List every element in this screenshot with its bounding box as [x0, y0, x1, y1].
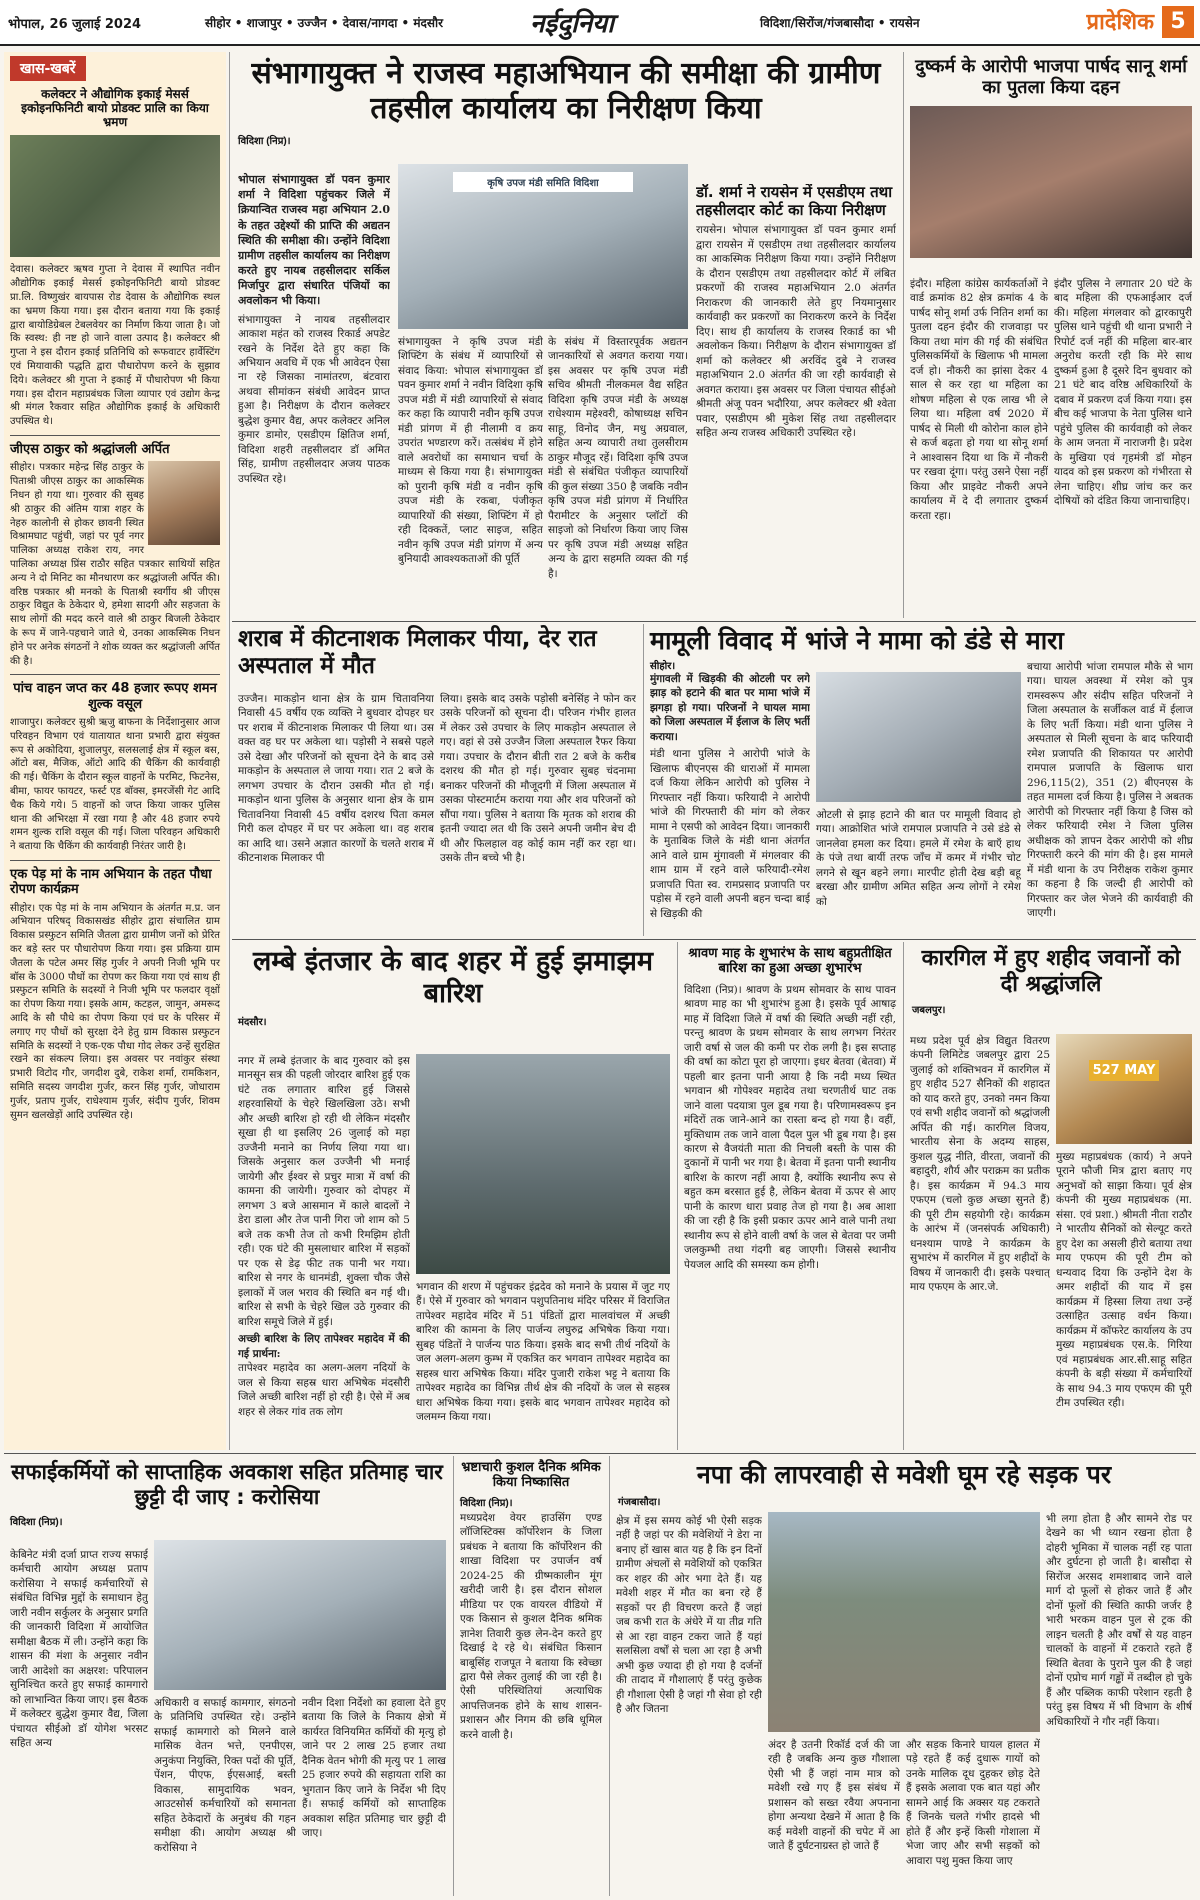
story-body: इंदौर पुलिस ने लगातार 20 घंटे के बाद महिला की एफआईआर दर्ज की। महिला मंगलवार को द्वारकापुरी पुलिस थाने पहुंची थी थाना प्रभारी ने रिपोर्ट दर्ज नहीं की महिला बार-बार अनुरोध करती रही कि मेरे साथ दुष्कर्म हुआ है दूसरे दिन बुधवार को 21 घंटे बाद वरिष्ठ अधिकारियों के दबाव में प्रकरण दर्ज किया गया। इस बीच कई भाजपा के नेता पुलिस थाने पहुंचे पुलिस की कार्यवाही को लेकर के आम जनता में नाराजगी है। प्रदेश के मुखिया एवं गृहमंत्री डॉ मोहन यादव को इस प्रकरण को गंभीरता से लेना चाहिए। शीघ्र जांच कर कर दोषियों को दंडित किया जानाचाहिए।: [1054, 278, 1192, 508]
sidebar-khas-khabren: [4, 52, 226, 1450]
story-body: मध्यप्रदेश वेयर हाउसिंग एण्ड लॉजिस्टिक्स कॉर्पोरेशन के जिला प्रबंधक ने बताया कि कॉर्पोरेशन की शाखा विदिशा पर उपार्जन वर्ष 2024-25 की ग्रीष्मकालीन मूंग खरीदी जारी है। इस दौरान सोशल मीडिया पर एक वायरल वीडियो में एक किसान से कुशल दैनिक श्रमिक ज्ञानेश तिवारी कुछ लेन-देन करते हुए दिखाई दे रहे थे। संबंधित किसान बाबूसिंह राजपूत ने बताया कि स्वेच्छा द्वारा पैसे लेकर तुलाई की जा रही है। ऐसी परिस्थितियां अत्याधिक आपत्तिजनक होने के साथ शासन-प्रशासन और निगम की छबि धूमिल करने वाली है।: [460, 1511, 602, 1741]
story-dateline: जबलपुर।: [912, 1004, 946, 1016]
shramik-story: [456, 1456, 606, 1896]
story-dateline: विदिशा (निप्र)।: [238, 135, 291, 147]
story-headline: कारगिल में हुए शहीद जवानों को दी श्रद्धांजलि: [921, 946, 1181, 997]
story-headline: जीएस ठाकुर को श्रद्धांजली अर्पित: [10, 442, 170, 458]
story-body: मध्य प्रदेश पूर्व क्षेत्र विद्युत वितरण कंपनी लिमिटेड जबलपुर द्वारा 25 जुलाई को शक्तिभवन में कारगिल में हुए शहीद 527 सैनिकों की शहादत को याद करते हुए, उनको नमन किया एवं सभी शहीद जवानों को श्रद्धांजली अर्पित की गई। कारगिल विजय, भारतीय सेना के अदम्य साहस, कुशल युद्ध नीति, वीरता, जवानों की बहादुरी, शौर्य और पराक्रम का प्रतीक है। इस कार्यक्रम में 94.3 माय एफएम (चलो कुछ अच्छा सुनते हैं) की पूरी टीम सहयोगी रहे। कार्यक्रम के आरंभ में (जनसंपर्क अधिकारी) धनश्याम पाण्डे ने कार्यक्रम के सुभारंभ में कारगिल में हुए शहीदों के विषय में जानकारी दी। इसके पश्चात् माय एफएम के आर.जे.: [910, 1035, 1050, 1294]
sidebar-tag: खास-खबरें: [10, 56, 86, 81]
story-body: अंदर है उतनी रिकॉर्ड दर्ज की जा रही है जबकि अन्य कुछ गौशाला ऐसी भी हैं जहां नाम मात्र को मवेशी रखे गए हैं इस संबंध में प्रशासन को सख्त रवैया अपनाना होगा अन्यथा देखने में आता है कि कई मवेशी वाहनों की चपेट में आ जाते हैं दुर्घटनाग्रस्त हो जाते हैं: [768, 1739, 900, 1853]
row-divider: [232, 939, 1196, 940]
story-intro: भोपाल संभागायुक्त डॉ पवन कुमार शर्मा ने विदिशा पहुंचकर जिले में क्रियान्वित राजस्व महा अभियान 2.0 के तहत उद्देश्यों की प्राप्ति की अद्यतन स्थिति की समीक्षा की। उन्होंने विदिशा ग्रामीण तहसील कार्यालय का निरीक्षण करते हुए नायब तहसीलदार सर्किल मिर्जापुर द्वारा संधारित पंजियों का अवलोकन भी किया।: [238, 173, 390, 308]
shravan-story: [680, 942, 900, 1450]
story-body: विदिशा (निप्र)। श्रावण के प्रथम सोमवार के साथ पावन श्रावण माह का भी शुभारंभ हुआ है। इसके पूर्व आषाढ़ माह में विदिशा जिले में वर्षा की स्थिति अच्छी नहीं रही, परन्तु श्रावण के प्रथम सोमवार के साथ लगभग निरंतर जारी वर्षा से जल की कमी पर रोक लगी है। इस सप्ताह की वर्षा का कोटा पूरा हो जाएगा। इधर बेतवा (बेतवा) में पहली बार इतना पानी आया है कि नदी मध्य स्थित भगवान श्री गोपेश्वर महादेव तथा चरणतीर्थ घाट तक जाने वाला पदयात्रा पुल डूब गया है। परिणामस्वरूप इन मंदिरों तक जाने-आने का रास्ता बन्द हो गया है। वहीं, मुक्तिधाम तक जाने वाला पैदल पुल भी डूब गया है। इस कारण से वैजयंती माता की निचली बस्ती के पास की दुकानों में पानी भर गया है। बेतवा में इतना पानी स्थानीय बारिश के कारण नहीं आया है, क्योंकि स्थानीय रूप से बहुत कम बरसात हुई है, लेकिन बेतवा में ऊपर से आए पानी के कारण धारा प्रवाह तेज हो गया है। अब आशा की जा रही है कि इसी प्रकार ऊपर आने वाले पानी तथा स्थानीय रूप से होने वाली वर्षा के जल से बेतवा पर जमी जलकुम्भी तथा गंदगी बह जाएगी। जिससे स्थानीय पेयजल आदि की समस्या कम होगी।: [684, 983, 896, 1271]
story-headline: लम्बे इंतजार के बाद शहर में हुई झमाझम बारिश: [252, 946, 654, 1009]
story-body: संभागायुक्त ने नायब तहसीलदार आकाश महंत को राजस्व रिकार्ड अपडेट रखने के निर्देश देते हुए कहा कि अभियान अवधि में एक भी आवेदन ऐसा ना रहे जिसका नामांतरण, बंटवारा अथवा सीमांकन संबंधी आवेदन प्राप्त हुआ है। निरीक्षण के दौरान कलेक्टर बुद्धेश कुमार वैद्य, अपर कलेक्टर अनिल कुमार डामोर, एसडीएम क्षितिज शर्मा, विदिशा शहरी तहसीलदार डॉ अमित सिंह, ग्रामीण तहसीलदार अजय पाठक उपस्थित रहे।: [238, 313, 390, 485]
page-number: 5: [1162, 6, 1194, 38]
story-headline: पांच वाहन जप्त कर 48 हजार रूपए शमन शुल्क वसूल: [13, 681, 217, 712]
story-body: बचाया आरोपी भांजा रामपाल मौके से भाग गया। घायल अवस्था में रमेश को पुत्र रामस्वरूप और संदीप सहित परिजनों ने जिला अस्पताल के सर्जीकल वार्ड में ईलाज के लिए भर्ती किया। मंडी थाना पुलिस ने अस्पताल से मिली सूचना के बाद फरियादी रमेश प्रजापति की शिकायत पर आरोपी रामपाल प्रजापति के खिलाफ धारा 296,115(2), 351 (2) बीएनएस के तहत मामला दर्ज किया है। पुलिस ने अबतक आरोपी को गिरफ्तार नहीं किया है जिस को लेकर फरियादी रमेश ने जिला पुलिस अधीक्षक को ज्ञापन देकर आरोपी को शीघ्र गिरफ्तारी करने की मांग की है। इस मामले में मंडी थाना के उप निरीक्षक राकेश कुमार का कहना है कि जल्दी ही आरोपी को गिरफ्तार कर जेल भेजने की कार्यवाही की जाएगी।: [1027, 661, 1193, 920]
cattle-story: [612, 1456, 1196, 1896]
page-header: [0, 0, 1200, 46]
story-intro: मुंगावली में खिड़की की ओटली पर लगे झाड़ को हटाने की बात पर मामा भांजे में झगड़ा हो गया। परिजनों ने घायल मामा को जिला अस्पताल में ईलाज के लिए भर्ती कराया।: [650, 673, 810, 743]
effigy-story: [906, 52, 1196, 618]
story-dateline: सीहोर।: [650, 660, 676, 672]
story-body: शाजापुर। कलेक्टर सुश्री ऋजु बाफना के निर्देशानुसार आज परिवहन विभाग एवं यातायात थाना प्रभारी द्वारा संयुक्त रूप से अकोदिया, शुजालपुर, सलसलाई क्षेत्र में स्कूल बस, ऑटो बस, मैजिक, ऑटो आदि की चैकिंग की कार्यवाही की गई। चैकिंग के दौरान स्कूल वाहनों के परमिट, फिटनेस, बीमा, फायर फायटर, फर्स्ट एड बॉक्स, इमरजेंसी गेट आदि चैक किये गये। 5 वाहनों को जप्त किया जाकर पुलिस थाना की अभिरक्षा में रखा गया है और 48 हजार रुपये शमन शुल्क राशि वसूल की गई। जिला परिवहन अधिकारी ने बताया कि चैकिंग की कार्यवाही निरंतर जारी है।: [10, 716, 220, 853]
column-divider: [609, 1456, 610, 1896]
newspaper-logo: नईदुनिया: [530, 9, 614, 39]
photo-sign: कृषि उपज मंडी समिति विदिशा: [453, 172, 633, 192]
photo-text: 527 MAY: [1089, 1060, 1159, 1081]
story-headline: कलेक्टर ने औद्योगिक इकाई मेसर्स इकोइनफिनिटी बायो प्रोडक्ट प्रालि का किया भ्रमण: [21, 87, 209, 130]
column-divider: [453, 1456, 454, 1896]
sub-story-headline: डॉ. शर्मा ने रायसेन में एसडीएम तथा तहसीलदार कोर्ट का किया निरीक्षण: [696, 184, 893, 219]
edition-cities-left: सीहोर • शाजापुर • उज्जैन • देवास/नागदा • मंदसौर: [205, 16, 444, 30]
section-title: प्रादेशिक: [1086, 10, 1154, 35]
story-headline: दुष्कर्म के आरोपी भाजपा पार्षद सानू शर्मा का पुतला किया दहन: [915, 56, 1187, 99]
story-headline: मामूली विवाद में भांजे ने मामा को डंडे से मारा: [650, 626, 1064, 655]
story-body: सीहोर। एक पेड़ मां के नाम अभियान के अंतर्गत म.प्र. जन अभियान परिषद् विकासखंड सीहोर द्वारा संचालित ग्राम विकास प्रस्फुटन समिति जैतला द्वारा ग्रामीण जनों को प्रेरित कर बड़े स्तर पर पौधारोपण किया गया। इस प्रक्रिया ग्राम जैतला के पटेल अमर सिंह गुर्जर ने अपनी निजी भूमि पर बॉस के 3000 पौधों का रोपण कर किया गया एवं साथ ही प्रस्फुटन समिति के सदस्यों ने निजी भूमि पर फलदार वृक्षों का रोपण किया गया। इसके आम, कटहल, जामुन, अमरूद आदि के सौ पौधे का रोपण किया एवं घर के परिसर में लगाए गए पौधों को सुरक्षा देने हेतु ग्राम विकास प्रस्फुटन समिति के सदस्यों ने एक-एक पौधा गोद लेकर उन्हें सुरक्षित रखने का संकल्प लिया। इस अवसर पर नवांकुर संस्था प्रभारी विटोद गौर, जगदीश दुबे, राकेश शर्मा, रामकिशन, समिति सदस्य जगदीश गुर्जर, करन सिंह गुर्जर, जोधाराम गुर्जर, प्रताप गुर्जर, राधेश्याम गुर्जर, संदीप गुर्जर, शिवम सुमन खलखेड़ों आदि उपस्थित रहे।: [10, 902, 220, 1121]
story-headline: शराब में कीटनाशक मिलाकर पीया, देर रात अस्पताल में मौत: [238, 626, 597, 680]
story-body: इंदौर। महिला कांग्रेस कार्यकर्ताओं ने वार्ड क्रमांक 82 क्षेत्र क्रमांक 4 के पार्षद सोनू शर्मा उर्फ नितिन शर्मा का पुतला दहन इंदौर की राजवाड़ा पर किया तथा मांग की गई की संबंधित पुलिसकर्मियों के खिलाफ भी मामला दर्ज हो। नौकरी का झांसा देकर 4 साल से कर रहा था महिला का शोषण महिला से एक लाख भी ले लिया था। महिला वर्ष 2020 में पार्षद से मिली थी कोरोना काल होने से कर्ज बढ़ता हो गया था सोनू शर्मा ने आश्वासन दिया था कि में नौकरी पर रखवा दूंगा। परंतु उसने ऐसा नहीं किया और प्राइवेट नौकरी अपने कार्यालय में दे दी लगातार दुष्कर्म करता रहा।: [910, 278, 1048, 522]
safai-story: [4, 1456, 450, 1896]
sub-story-body: तापेश्वर महादेव का अलग-अलग नदियों के जल से किया सहस्र धारा अभिषेक मंदसौरी जिले अच्छी बारिश नहीं हो रही है। ऐसे में अब शहर से लेकर गांव तक लोग: [238, 1362, 410, 1418]
rain-story: [232, 942, 674, 1450]
story-body: ओटली से झाड़ हटाने की बात पर मामूली विवाद हो गया। आक्रोशित भांजे रामपाल प्रजापति ने उसे डंडे से जानलेवा हमला कर दिया। हमले में रमेश के बाएँ हाथ के पंजे तथा बायीं तरफ जाँच में कमर में गंभीर चोट लगने से खून बहने लगा। मारपीट होती देख बड़ी बहू बरखा और ग्रामीण अमित सहित अन्य लोगों ने रमेश को: [816, 809, 1021, 908]
column-divider: [677, 942, 678, 1450]
story-body: मुख्य महाप्रबंधक (कार्य) ने अपने पूराने फौजी मित्र द्वारा बताए गए अनुभवों को साझा किया। पूर्व क्षेत्र कंपनी की मुख्य महाप्रबंधक (मा. संसा. एवं प्रशा.) श्रीमती नीता राठौर ने भारतीय सैनिकों को सेल्यूट करते हुए देश का असली हीरो बताया तथा माय एफएम की पूरी टीम को धन्यवाद दिया कि उन्होंने देश के अमर शहीदों की याद में इस कार्यक्रम में हिस्सा लिया तथा उन्हें उत्साहित उत्साह वर्धन किया। कार्यक्रम में कॉफरेट कार्यालय के उप मुख्य महाप्रबंधक एस.के. गिरिया एवं महाप्रबंधक आर.सी.साहू सहित कंपनी के बड़ी संख्या में कर्मचारियों के साथ 94.3 माय एफएम की पूरी टीम उपस्थित रही।: [1056, 1151, 1192, 1410]
story-body: और सड़क किनारे घायल हालत में पड़े रहते हैं कई दुधारू गायों को उनके मालिक दूध दुहकर छोड़ देते हैं इसके अलावा एक बात यहां और सामने आई कि अक्सर यह टकराते हैं जिनके चलते गंभीर हादसे भी होते हैं और इन्हें किसी गोशाला में भेजा जाए और सभी सड़कों को आवारा पशु मुक्त किया जाए: [906, 1739, 1040, 1867]
patient-photo: [816, 672, 1021, 802]
story-body: मंडी थाना पुलिस ने आरोपी भांजे के खिलाफ बीएनएस की धाराओं में मामला दर्ज किया लेकिन आरोपी को पुलिस ने गिरफ्तार नहीं किया। फरियादी ने आरोपी भांजे की गिरफ्तारी की मांग को लेकर मामा ने एसपी को आवेदन दिया। जानकारी के मुताबिक जिले के मंडी थाना अंतर्गत आने वाले ग्राम मुंगावली में मंगलवार की शाम ग्राम में रहने वाले फरियादी-रमेश प्रजापति पिता स्व. रामप्रसाद प्रजापति पर पड़ोस में रहने वाली अपनी बहन चन्दा बाई से खिड़की की: [650, 748, 810, 920]
officials-photo: [154, 1540, 446, 1690]
story-body: केबिनेट मंत्री दर्जा प्राप्त राज्य सफाई कर्मचारी आयोग अध्यक्ष प्रताप करोसिया ने सफाई कर्मचारियों से संबंधित विभिन्न मुद्दों के समाधान हेतु जारी नवीन सर्कुलर के अनुसार प्रगति की जानकारी विदिशा में आयोजित समीक्षा बैठक में ली। उन्होंने कहा कि शासन की मंशा के अनुसार नवीन जारी आदेशो का अक्षरश: परिपालन सुनिश्चित करते हुए सफाई कामगारो को लाभान्वित किया जाए। इस बैठक में कलेक्टर बुद्धेश कुमार वैद्य, जिला पंचायत सीईओ डॉ योगेश भरसट सहित अन्य: [10, 1549, 148, 1750]
edition-cities-right: विदिशा/सिरोंज/गंजबासौदा • रायसेन: [760, 16, 920, 30]
lead-story: [232, 52, 900, 618]
column-divider: [903, 52, 904, 618]
story-body: उज्जैन। माकड़ोन थाना क्षेत्र के ग्राम चितावनिया निवासी 45 वर्षीय एक व्यक्ति ने बुधवार दोपहर घर पर शराब में कीटनाशक मिलाकर पी लिया था। उस वक्त वह घर पर अकेला था। पड़ोसी ने सबसे पहले उसे देखा और परिजनों को सूचना देने के बाद उसे माकड़ोन के अस्पताल ले जाया गया। रात 2 बजे के लगभग उपचार के दौरान उसकी मौत हो गई। माकड़ोन थाना पुलिस के अनुसार थाना क्षेत्र के ग्राम चितावनिया निवासी 45 वर्षीय दशरथ पिता कमल गिरी कल दोपहर में घर पर अकेला था। वह शराब का आदि था। उसने अज्ञात कारणों के चलते शराब में कीटनाशक मिलाकर पी: [238, 693, 434, 865]
uncle-story: [646, 624, 1196, 936]
column-divider: [643, 624, 644, 936]
story-headline: संभागायुक्त ने राजस्व महाअभियान की समीक्षा की ग्रामीण तहसील कार्यालय का निरीक्षण किया: [251, 56, 881, 127]
story-headline: श्रावण माह के शुभारंभ के साथ बहुप्रतीक्षित बारिश का हुआ अच्छा शुभारंभ: [688, 946, 892, 977]
story-body: क्षेत्र में इस समय कोई भी ऐसी सड़क नहीं है जहां पर की मवेशियों ने डेरा ना बनाए हों खास बात यह है कि इन दिनों ग्रामीण अंचलों से मवेशियों को एकत्रित कर शहर की ओर भगा देते हैं। यह मवेशी शहर में मौत का बना रहे हैं सड़कों पर ही विचरण करते हैं जहां जब कभी रात के अंधेरे में या तीव्र गति से आ रहा वाहन टकरा जाते हैं यहां सलसिला वर्षों से चला आ रहा है अभी अभी कुछ ज्यादा ही हो गया है दर्जनों की तादाद में गौशालाएं हैं परंतु कुछेक ही गौशाला ऐसी है जहां गौ सेवा हो रही है और जितना: [616, 1515, 762, 1716]
story-body: नगर में लम्बे इंतजार के बाद गुरुवार को इस मानसून सत्र की पहली जोरदार बारिश हुई एक घंटे तक लगातार बारिश हुई जिससे शहरवासियों के चेहरे खिलखिला उठे। सभी और अच्छी बारिश हो रही थी लेकिन मंदसौर सूखा ही था इसलिए 26 जुलाई को महा उज्जैनी मनाने का निर्णय लिया गया था। जिसके अनुसार कल उज्जैनी भी मनाई जायेगी और ईश्वर से प्रचुर मात्रा में वर्षा की कामना की जायेगी। गुरुवार को दोपहर में लगभग 3 बजे आसमान में काले बादलों ने डेरा डाला और तेज पानी गिरा जो शाम को 5 बजे तक कभी तेज तो कभी रिमझिम होती रही। एक घंटे की मुसलाधार बारिश में सड़कों पर एक से डेढ़ फीट तक पानी भर गया। बारिश से नगर के धानमंडी, शुक्ला चौक जैसे इलाकों में जल भराव की स्थिति बन गई थी। बारिश से सभी के चेहरे खिल उठे गुरुवार की बारिश समूचे जिले में हुई।: [238, 1055, 410, 1328]
meeting-photo: [398, 164, 688, 329]
story-dateline: विदिशा (निप्र)।: [10, 1516, 63, 1528]
column-divider: [229, 52, 230, 1450]
cattle-on-road-photo: [768, 1512, 1040, 1732]
story-headline: सफाईकर्मियों को साप्ताहिक अवकाश सहित प्रतिमाह चार छुट्टी दी जाए : करोसिया: [11, 1460, 443, 1509]
row-divider: [232, 621, 1196, 622]
story-body: के संबंध में विस्तारपूर्वक अद्यतन जानकारियों से अवगत कराया गया। इस अवसर पर कृषि उपज मंडी सचिव श्रीमती नीलकमल वैद्य सहित विदिशा कृषि उपज मंडी के अध्यक्ष राधेश्याम महेश्वरी, कोषाध्यक्ष सचिन साहू, विनोद जैन, मधु अग्रवाल, सहित अन्य व्यापारी तथा तुलसीराम ठाकुर मौजूद रहें। विदिशा कृषि उपज मंडी से संबंधित पंजीकृत व्यापारियों की कुल संख्या 350 है जबकि नवीन कृषि उपज मंडी प्रांगण में निर्धारित पैरामीटर के अनुसार प्लॉटों की साइजो को निर्धारण किया जाए जिस पर कृषि उपज मंडी अध्यक्ष सहित अन्य के द्वारा सहमति व्यक्त की गई है।: [548, 336, 688, 580]
pesticide-story: [232, 624, 640, 936]
story-headline: एक पेड़ मां के नाम अभियान के तहत पौधा रोपण कार्यक्रम: [10, 866, 212, 898]
tree-planting-photo: [10, 135, 220, 257]
story-body: संभागायुक्त ने कृषि उपज मंडी शिफ्टिंग के संबंध में व्यापारियों से संवाद किया: भोपाल संभागायुक्त डॉ पवन कुमार शर्मा ने नवीन विदिशा कृषि उपज मंडी में मंडी व्यापारियों से संवाद कर कहा कि व्यापारी नवीन कृषि उपज मंडी प्रांगण में ही नीलामी व क्रय उपरांत भण्डारण करें। तत्संबंध में होने वाले अवरोधों का समाधान चर्चा के माध्यम से किया गया है। संभागायुक्त को पुरानी कृषि मंडी व नवीन कृषि उपज मंडी के रकबा, पंजीकृत व्यापारियों की संख्या, शिफ्टिंग में हो रही दिक्कतें, प्लाट साइज, सहित नवीन कृषि उपज मंडी प्रांगण में अन्य बुनियादी आवश्यकताओं की पूर्ति: [398, 336, 543, 566]
story-body: अधिकारी व सफाई कामगार, संगठनो के प्रतिनिधि उपस्थित रहे। उन्होंने सफाई कामगारो को मिलने वाले मासिक वेतन भत्ते, एनपीएस, अनुकंपा नियुक्ति, रिक्त पदों की पूर्ति, पेंशन, पीएफ, ईएसआई, बस्ती विकास, सामुदायिक भवन, आउटसोर्स कर्मचारियों को समानता सहित ठेकेदारों के अनुबंध की गहन समीक्षा की। आयोग अध्यक्ष श्री करोसिया ने: [154, 1697, 296, 1854]
sub-story-body: रायसेन। भोपाल संभागायुक्त डॉ पवन कुमार शर्मा द्वारा रायसेन में एसडीएम तथा तहसीलदार कार्यालय का आकस्मिक निरीक्षण किया गया। उन्होंने निरीक्षण के दौरान एसडीएम तथा तहसीलदार कोर्ट में लंबित प्रकरणों की राजस्व महाअभियान 2.0 अंतर्गत निराकरण की जानकारी लेते हुए नियमानुसार कार्यवाही कर प्रकरणों का निराकरण करने के निर्देश दिए। साथ ही कार्यालय के राजस्व रिकार्ड का भी अवलोकन किया। निरीक्षण के दौरान संभागायुक्त डॉ शर्मा को कलेक्टर श्री अरविंद दुबे ने राजस्व महाअभियान 2.0 अंतर्गत की जा रही कार्यवाही से अवगत कराया। इस अवसर पर जिला पंचायत सीईओ श्रीमती अंजू पवन भदौरिया, अपर कलेक्टर श्री श्वेता पवार, एसडीएम श्री मुकेश सिंह तथा तहसीलदार सहित अन्य राजस्व अधिकारी उपस्थित रहे।: [696, 224, 896, 440]
story-body: सीहोर। पत्रकार महेन्द्र सिंह ठाकुर के पिताश्री जीएस ठाकुर का आकस्मिक निधन हो गया था। गुरुवार की सुबह श्री ठाकुर की अंतिम यात्रा शहर के नेहरु कालोनी से होकर छावनी स्थित विश्रामघाट पहुंची, जहां पर पूर्व नगर पालिका अध्यक्ष राकेश राय, नगर पालिका अध्यक्ष प्रिंस राठौर सहित पत्रकार साथियों सहित अन्य ने दो मिनिट का मौनधारण कर श्रद्धांजली अर्पित की। वरिष्ठ पत्रकार श्री मनको के पिताश्री स्वर्गीय श्री जीएस ठाकुर विद्युत के ठेकेदार थे, हमेशा सादगी और सहजता के साथ लोगों की मदद करने वाले श्री ठाकुर बिजली ठेकेदार के रूप में जाने-पहचाने जाते थे, उनका आकस्मिक निधन होने पर अनेक संगठनों ने शोक व्यक्त कर श्रद्धांजली अर्पित की है।: [10, 462, 220, 667]
story-body: लिया। इसके बाद उसके पड़ोसी बनेसिंह ने फोन कर उसके परिजनों को सूचना दी। परिजन गंभीर हालत में लेकर उसे उपचार के लिए माकड़ोन अस्पताल ले गए। वहां से उसे उज्जैन जिला अस्पताल रैफर किया गया। उपचार के दौरान बीती रात 2 बजे के करीब दशरथ की मौत हो गई। गुरुवार सुबह चंदनामा बनाकर परिजनों की मौजूदगी में जिला अस्पताल में उसका पोस्टमार्टम कराया गया और शव परिजनों को सौंपा गया। पुलिस ने बताया कि मृतक को शराब की इतनी ज्यादा लत थी कि उसने अपनी जमीन बेच दी थी और फिलहाल वह कोई काम नहीं कर रहा था। उसके तीन बच्चे भी है।: [440, 693, 636, 865]
row-divider: [4, 1453, 1196, 1454]
column-divider: [903, 942, 904, 1450]
story-dateline: मंदसौर।: [238, 1016, 267, 1028]
story-body: देवास। कलेक्टर ऋषव गुप्ता ने देवास में स्थापित नवीन औद्योगिक इकाई मेसर्स इकोइनफिनिटी बायो प्रोडक्ट प्रा.लि. विष्णुखंर बायपास रोड देवास के औद्योगिक स्थल का भ्रमण किया गया। इस दौरान बताया गया कि इकाई द्वारा बायोडिग्रेबल टेबलवेयर का निर्माण किया जाता है। जो कि स्वस्थ: ही नष्ट हो जाने वाला उत्पाद है। कलेक्टर श्री गुप्ता ने इस दौरान इकाई प्रतिनिधि को रूफवाटर हार्वेस्टिंग एवं मियावाकी पद्धति द्वारा पौधारोपण करने के सुझाव दिये। कलेक्टर श्री गुप्ता ने इकाई में पौधारोपण भी किया गया। इस दौरान महाप्रबंधक जिला व्यापार एवं उद्योग केन्द्र श्री मंगल रैकवार सहित औद्योगिक इकाई के अधिकारी उपस्थित थे।: [10, 264, 220, 428]
sub-story-headline: अच्छी बारिश के लिए तापेश्वर महादेव में की गई प्रार्थना:: [238, 1333, 410, 1360]
story-headline: भ्रष्टाचारी कुशल दैनिक श्रमिक किया निष्कासित: [461, 1460, 601, 1491]
protest-photo: [910, 106, 1192, 258]
issue-date: भोपाल, 26 जुलाई 2024: [8, 17, 142, 32]
story-body: भगवान की शरण में पहुंचकर इंद्रदेव को मनाने के प्रयास में जुट गए हैं। ऐसे में गुरुवार को भगवान पशुपतिनाथ मंदिर परिसर में विराजित तापेश्वर महादेव मंदिर में 51 पंडितों द्वारा मालवांचल में अच्छी बारिश की कामना के लिए पार्जन्य लघुरुद्र अभिषेक किया गया। सुबह पंडितों ने पार्जन्य पाठ किया। इसके बाद सभी तीर्थ नदियों के जल अलग-अलग कुम्भ में एकत्रित कर भगवान तापेश्वर महादेव का सहस्त्र धारा अभिषेक किया। मंदिर पुजारी राकेश भट्ट ने बताया कि तापेश्वर महादेव का विभिन्न तीर्थ क्षेत्र की नदियों के जल से सहस्त्र धारा अभिषेक किया गया। इसके बाद भगवान तापेश्वर महादेव को जलमग्न किया गया।: [416, 1281, 670, 1424]
kargil-story: [906, 942, 1196, 1450]
story-body: भी लगा होता है और सामने रोड पर देखने का भी ध्यान रखना होता है दोहरी भूमिका में चालक नहीं रह पाता और दुर्घटना हो जाती है। बासौदा से सिरोंज अरसद शमशाबाद जाने वाले मार्ग दो फूलों से होकर जाते हैं और दोनों फूलों की स्थिति काफी जर्जर है भारी भरकम वाहन पुल से ट्रक की लाइन चलती है और वर्षों से यह वाहन चालकों के वाहनों में टकराते रहते हैं स्थिति बेतवा के पुराने पुल की है जहां दोनों एप्रोच मार्ग गड्ढों में तब्दील हो चुके हैं और पब्लिक काफी परेशान रहती है परंतु इस विषय में भी विभाग के शीर्ष अधिकारियों ने गौर नहीं किया।: [1046, 1513, 1192, 1728]
story-dateline: गंजबासौदा।: [618, 1496, 661, 1508]
story-body: नवीन दिशा निर्देशो का हवाला देते हुए बताया कि जिले के निकाय क्षेत्रो में कार्यरत विनियमित कर्मियों की मृत्यु हो जाने पर 2 लाख 25 हजार तथा दैनिक वेतन भोगी की मृत्यु पर 1 लाख 25 हजार रुपये की सहायता राशि का भुगतान किए जाने के निर्देश भी दिए हैं। सफाई कर्मियों को साप्ताहिक अवकाश सहित प्रतिमाह चार छुट्टी दी जाए।: [302, 1697, 446, 1840]
story-headline: नपा की लापरवाही से मवेशी घूम रहे सड़क पर: [696, 1460, 1112, 1489]
story-dateline: विदिशा (निप्र)।: [460, 1497, 513, 1509]
portrait-photo: [148, 461, 220, 545]
flooded-street-photo: [416, 1054, 670, 1274]
award-photo: [1056, 1034, 1192, 1144]
